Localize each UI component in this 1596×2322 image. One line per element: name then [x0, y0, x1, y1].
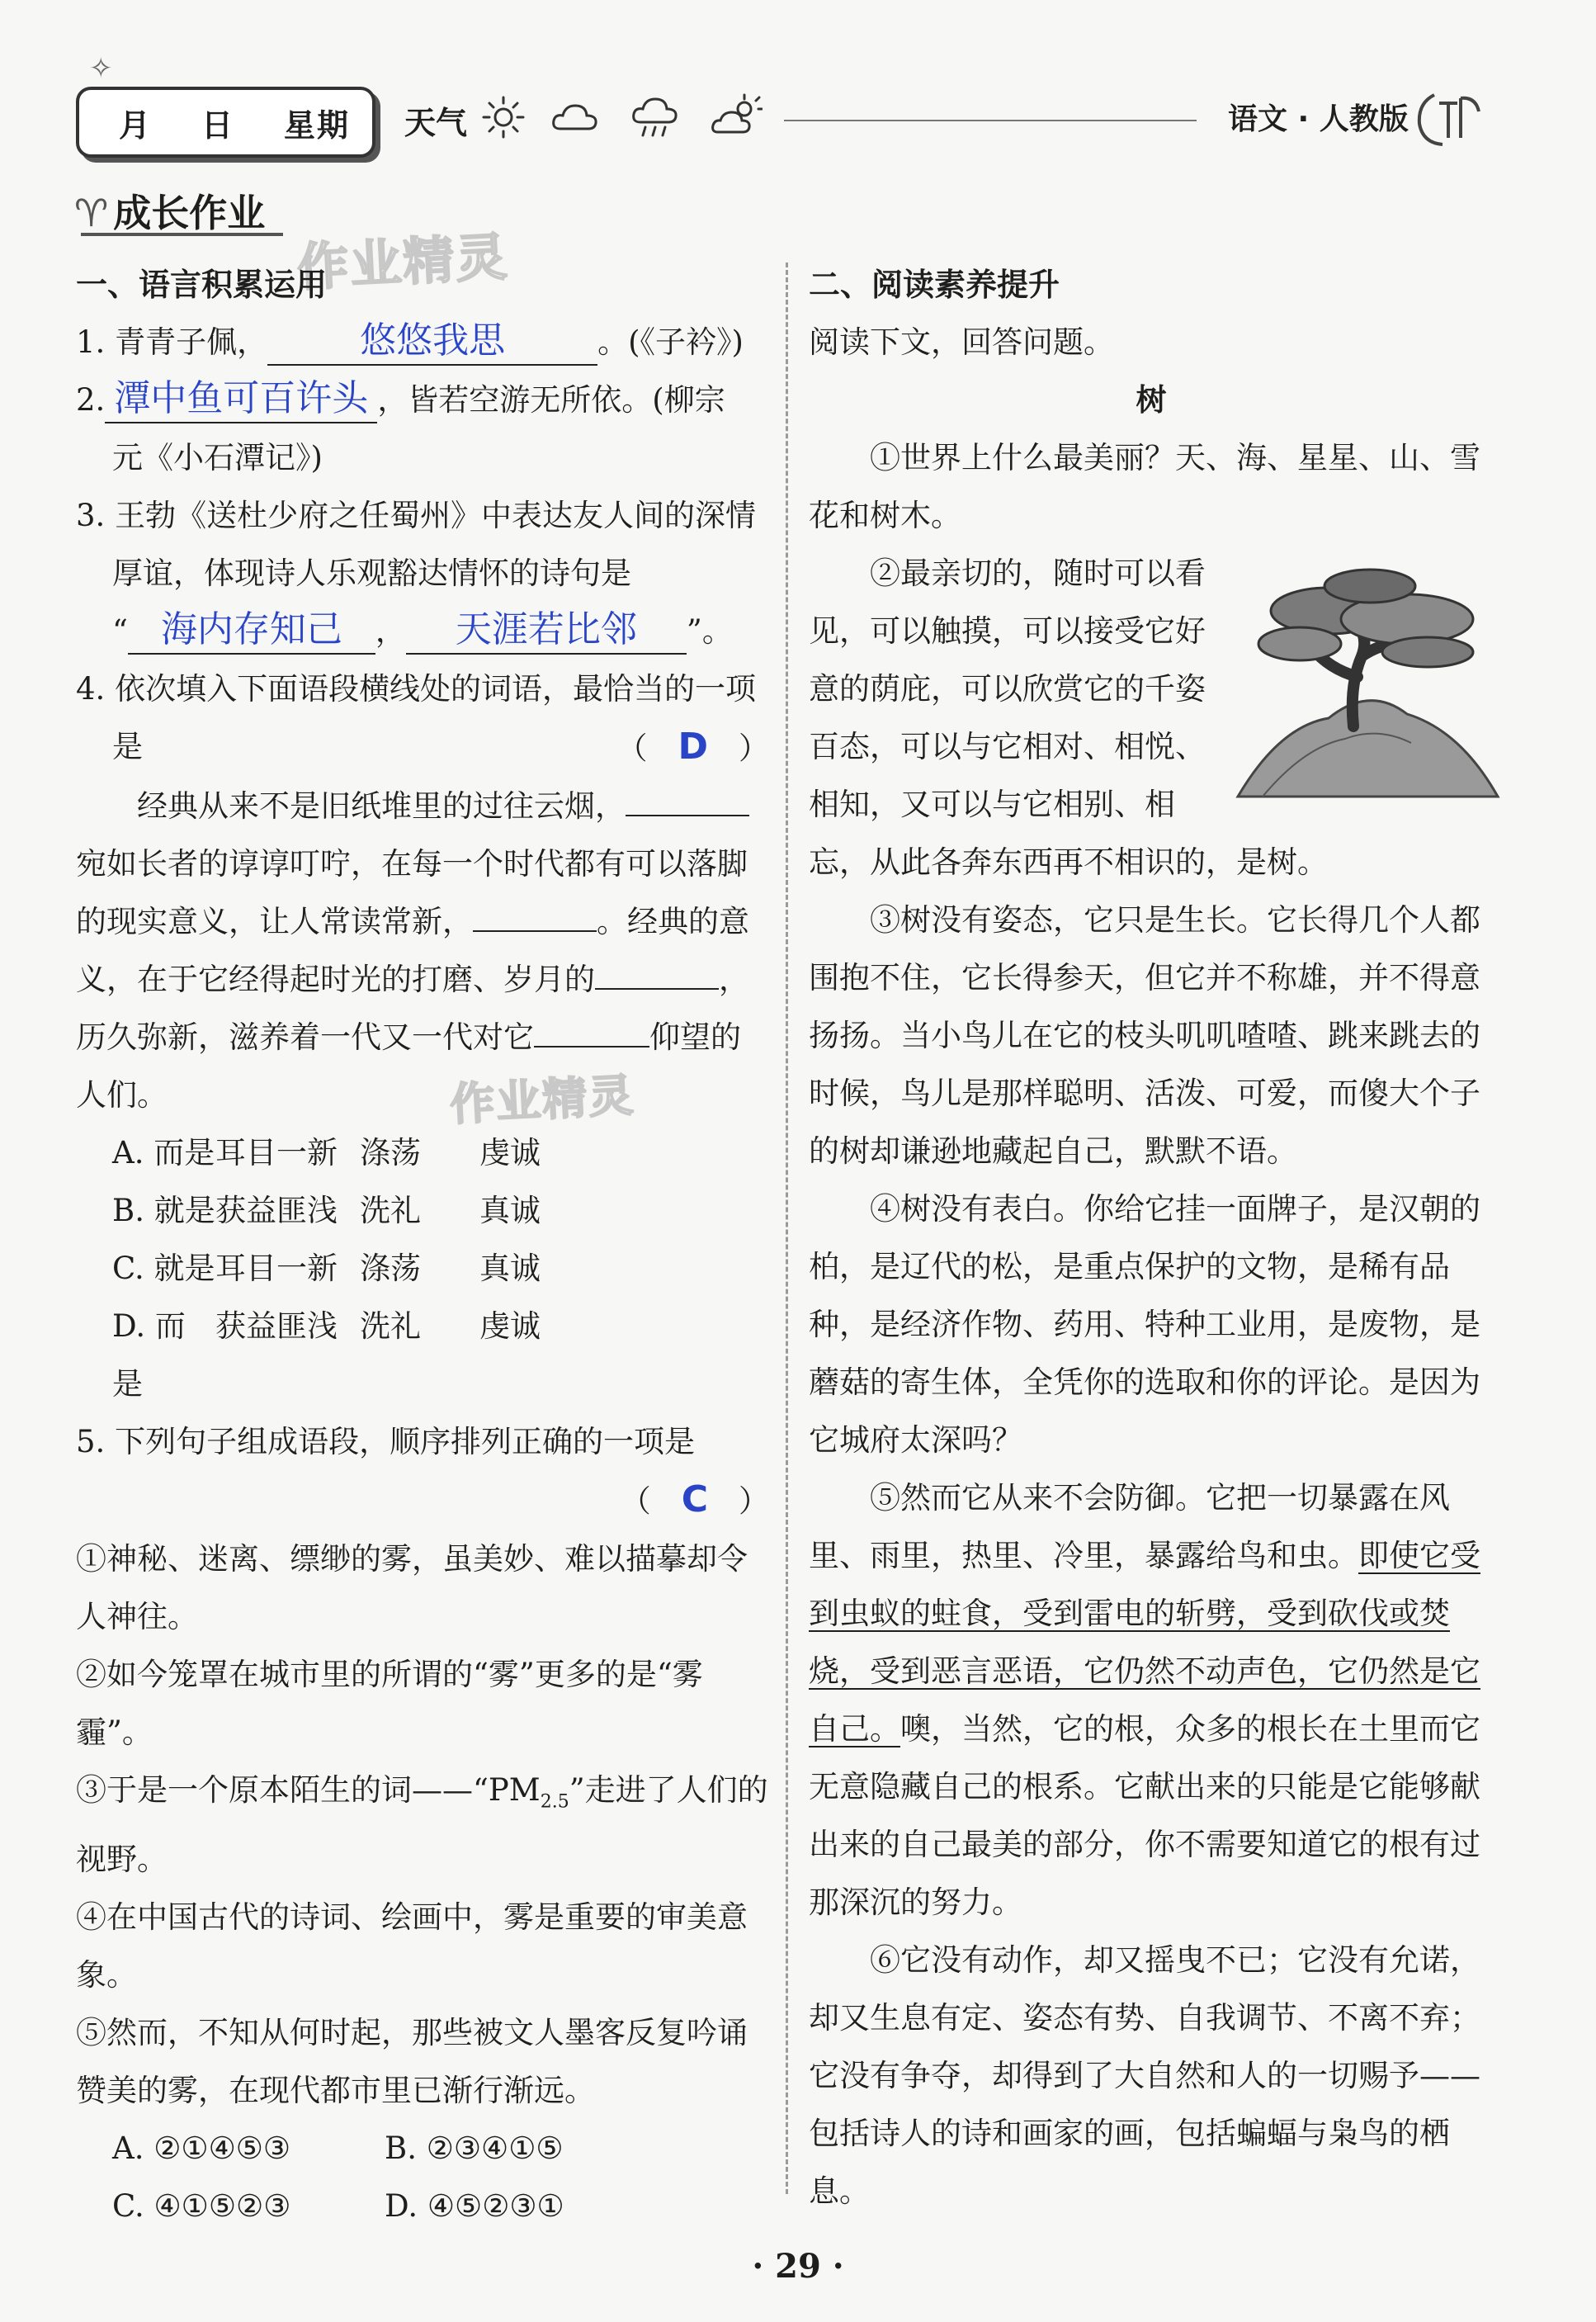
paragraph-2: ②最亲切的，随时可以看见，可以触摸，可以接受它好意的荫庇，可以欣赏它的千姿百态，可以与它相对、相悦、相知，又可以与它相别、相忘，从此各奔东西再不相识的，是树。: [809, 556, 1328, 880]
q3-answer-2[interactable]: 天涯若比邻: [406, 607, 687, 655]
option-word: 虔诚: [479, 1135, 541, 1170]
option-word: 耳目一新: [215, 1251, 338, 1286]
option-word: 虔诚: [479, 1308, 541, 1344]
option-label: A. 而是: [112, 1135, 215, 1170]
option-word: 耳目一新: [215, 1135, 338, 1170]
q5-sentence-4: ④在中国古代的诗词、绘画中，雾是重要的审美意象。: [76, 1899, 748, 1993]
partly-cloudy-icon: [710, 92, 763, 142]
q5-answer-paren: （ C ）: [620, 1478, 769, 1520]
q5-s3-post: ”走进了人们的视野。: [76, 1772, 768, 1878]
q3-close-quote: ”。: [686, 613, 733, 649]
date-month: 月: [119, 107, 153, 144]
q5-answer[interactable]: C: [681, 1478, 708, 1520]
question-1: [76, 314, 769, 371]
question-5: [76, 1413, 769, 1471]
option-word: 洗礼: [360, 1193, 421, 1228]
q4-blank-3[interactable]: [595, 955, 719, 990]
decoration-icon: ✧: [89, 52, 113, 85]
sun-icon: [477, 92, 530, 142]
part1-heading: 一、语言积累运用: [76, 267, 328, 303]
reading-instruction: 阅读下文，回答问题。: [809, 324, 1114, 360]
q4-option-d[interactable]: [76, 1298, 769, 1413]
header-rule: [784, 120, 1197, 121]
q2-source: 元《小石潭记》): [112, 440, 323, 475]
q4-stem: 4. 依次填入下面语段横线处的词语，最恰当的一项是: [76, 671, 757, 764]
option-label: D. 而是: [112, 1308, 186, 1402]
q5-option-b[interactable]: B. ②③④①⑤: [385, 2130, 564, 2167]
publisher-logo-icon: [1409, 78, 1484, 153]
q5-stem: 5. 下列句子组成语段，顺序排列正确的一项是: [76, 1424, 696, 1459]
subject-label: 语文 · 人教版: [1228, 102, 1409, 136]
q4-passage-5: 仰望的人们。: [76, 1019, 741, 1113]
section-underline: [81, 233, 283, 236]
q4-blank-4[interactable]: [534, 1013, 649, 1048]
q3-stem: 3. 王勃《送杜少府之任蜀州》中表达友人间的深情厚谊，体现诗人乐观豁达情怀的诗句是: [76, 498, 757, 591]
q5-options-row-1: [76, 2120, 769, 2178]
q4-blank-2[interactable]: [473, 897, 597, 932]
sprout-icon: ♈: [74, 191, 109, 235]
q4-option-b[interactable]: [76, 1182, 769, 1240]
part2-heading: 二、阅读素养提升: [809, 267, 1060, 303]
paragraph-5: [809, 1469, 1494, 1932]
q5-option-d[interactable]: D. ④⑤②③①: [385, 2188, 564, 2225]
option-word: 涤荡: [360, 1135, 421, 1170]
q5-sentence-5: ⑤然而，不知从何时起，那些被文人墨客反复吟诵赞美的雾，在现代都市里已渐行渐远。: [76, 2015, 748, 2109]
option-word: 获益匪浅: [215, 1308, 338, 1344]
right-column: [809, 256, 1494, 2220]
paragraph-5-rest: 噢，当然，它的根，众多的根长在土里而它无意隐藏自己的根系。它献出来的只能是它能够献出来的自己最美的部分，你不需要知道它的根有过那深沉的努力。: [809, 1711, 1480, 1920]
q2-suffix: ，皆若空游无所依。(柳宗: [377, 382, 725, 418]
q4-passage-3: 。经典的意义，在于它经得起时光的打磨、岁月的: [76, 904, 749, 997]
q4-option-a[interactable]: [76, 1124, 769, 1182]
q5-option-c[interactable]: C. ④①⑤②③: [112, 2188, 291, 2225]
left-column: [76, 256, 769, 2235]
q3-open-quote: “: [112, 613, 128, 649]
option-word: 真诚: [479, 1193, 541, 1228]
q1-suffix: 。(《子衿》): [597, 324, 744, 360]
date-week: 星期: [284, 107, 351, 144]
q5-sentence-2: ②如今笼罩在城市里的所谓的“雾”更多的是“雾霾”。: [76, 1657, 703, 1750]
section-title: [74, 183, 265, 238]
q5-sentence-1: ①神秘、迷离、缥缈的雾，虽美妙、难以描摹却令人神往。: [76, 1541, 748, 1634]
q4-option-c[interactable]: [76, 1240, 769, 1298]
q5-s3-pre: ③于是一个原本陌生的词——“PM: [76, 1772, 541, 1808]
question-2: [76, 371, 769, 487]
date-box: [76, 52, 375, 158]
paragraph-6: ⑥它没有动作，却又摇曳不已；它没有允诺，却又生息有定、姿态有势、自我调节、不离不弃；它没有争夺，却得到了大自然和人的一切赐予——包括诗人的诗和画家的画，包括蝙蝠与枭鸟的栖息。: [809, 1942, 1480, 2209]
q5-option-a[interactable]: A. ②①④⑤③: [112, 2130, 291, 2167]
q5-sentence-3: [76, 1762, 769, 1889]
article-title: 树: [1136, 382, 1167, 418]
page-number: · 29 ·: [752, 2247, 844, 2286]
tree-illustration: [1230, 561, 1502, 801]
column-divider: [786, 262, 788, 2194]
section-title-text: 成长作业: [113, 191, 266, 235]
watermark: 作业精灵: [295, 226, 511, 298]
option-label: C. 就是: [112, 1251, 215, 1286]
option-word: 真诚: [479, 1251, 541, 1286]
question-3: [76, 487, 769, 660]
watermark-2: 作业精灵: [448, 1069, 636, 1131]
paragraph-5-underlined: 即使它受到虫蚁的蛀食，受到雷电的斩劈，受到砍伐或焚烧，受到恶言恶语，它仍然不动声色，它仍然是它自己。: [809, 1538, 1480, 1747]
q1-prefix: 1. 青青子佩，: [76, 324, 268, 360]
q4-passage-4: ，历久弥新，滋养着一代又一代对它: [76, 962, 749, 1055]
q4-passage: [76, 778, 769, 1124]
option-word: 洗礼: [360, 1308, 421, 1344]
weather-label: 天气: [404, 105, 468, 141]
q3-comma: ，: [375, 613, 406, 649]
paragraph-5-intro: ⑤然而它从来不会防御。它把一切暴露在风里、雨里，热里、冷里，暴露给鸟和虫。: [809, 1480, 1450, 1573]
option-word: 获益匪浅: [215, 1193, 338, 1228]
paragraph-4: ④树没有表白。你给它挂一面牌子，是汉朝的柏，是辽代的松，是重点保护的文物，是稀有品种，是经济作物、药用、特种工业用，是废物，是蘑菇的寄生体，全凭你的选取和你的评论。是因为它城府太深吗？: [809, 1191, 1480, 1458]
q4-answer-paren: （ D ）: [616, 726, 769, 768]
q4-passage-2: 宛如长者的谆谆叮咛，在每一个时代都有可以落脚的现实意义，让人常读常新，: [76, 846, 748, 939]
q4-answer[interactable]: D: [678, 726, 708, 768]
q5-s3-sub: 2.5: [540, 1791, 569, 1813]
option-word: 涤荡: [360, 1251, 421, 1286]
q3-answer-1[interactable]: 海内存知己: [128, 607, 375, 655]
paragraph-3: ③树没有姿态，它只是生长。它长得几个人都围抱不住，它长得参天，但它并不称雄，并不得意扬扬。当小鸟儿在它的枝头叽叽喳喳、跳来跳去的时候，鸟儿是那样聪明、活泼、可爱，而傻大个子的树却谦逊地藏起自己，默默不语。: [809, 902, 1480, 1169]
rain-icon: [629, 92, 682, 142]
q4-passage-1: 经典从来不是旧纸堆里的过往云烟，: [137, 788, 626, 824]
q2-answer[interactable]: 潭中鱼可百许头: [105, 376, 377, 423]
date-day: 日: [201, 107, 235, 144]
q5-options-row-2: [76, 2178, 769, 2235]
q2-number: 2.: [76, 382, 106, 418]
cloud-icon: [549, 92, 602, 142]
q1-answer[interactable]: 悠悠我思: [267, 318, 597, 366]
option-label: B. 就是: [112, 1193, 215, 1228]
paragraph-1: ①世界上什么最美丽？天、海、星星、山、雪花和树木。: [809, 440, 1480, 533]
q4-blank-1[interactable]: [626, 782, 749, 816]
